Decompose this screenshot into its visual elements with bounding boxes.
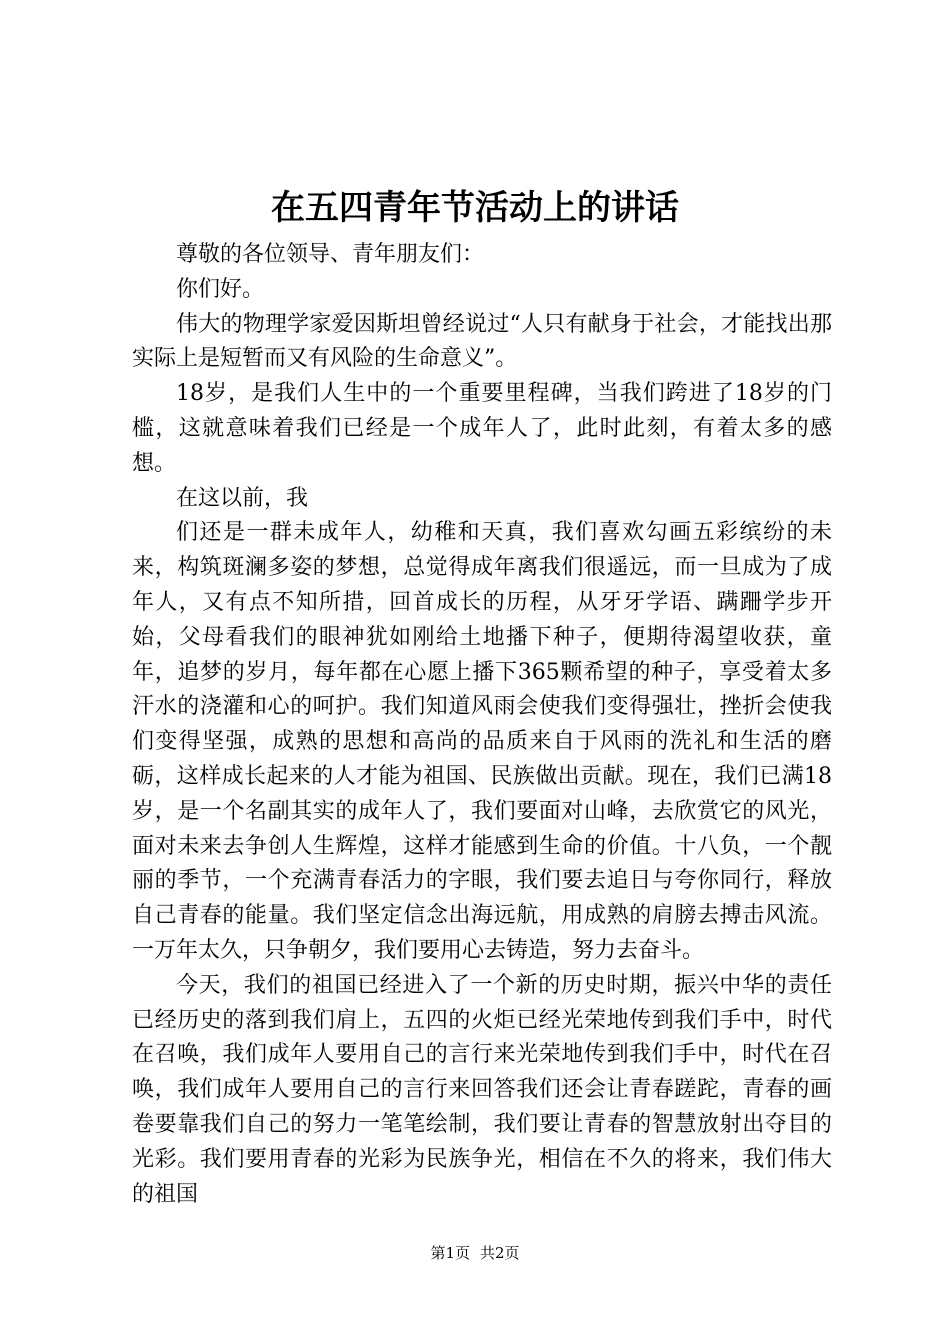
page-number: 第1页 [430,1244,470,1262]
document-title: 在五四青年节活动上的讲话 [271,188,679,228]
greeting: 你们好。 [176,276,265,302]
paragraph-quote: 伟大的物理学家爱因斯坦曾经说过“人只有献身于社会，才能找出那实际上是短暂而又有风险的生命意义”。 [132,311,832,372]
page-total: 共2页 [480,1244,520,1262]
salutation: 尊敬的各位领导、青年朋友们： [176,242,485,267]
paragraph-today: 今天，我们的祖国已经进入了一个新的历史时期，振兴中华的责任已经历史的落到我们肩上，五四的火炬已经光荣地传到我们手中，时代在召唤，我们成年人要用自己的言行来光荣地传到我们手中，时代在召唤，我们成年人要用自己的言行来回答我们还会让青春蹉跎，青春的画卷要靠我们自己的努力一笔笔绘制，我们要让青春的智慧放射出夺目的光彩。我们要用青春的光彩为民族争光，相信在不久的将来，我们伟大的祖国 [132,972,832,1207]
paragraph-before: 在这以前，我 [176,485,309,511]
page-footer [0,1243,950,1263]
paragraph-eighteen: 18岁，是我们人生中的一个重要里程碑，当我们跨进了18岁的门槛，这就意味着我们已经是一个成年人了，此时此刻，有着太多的感想。 [132,381,832,476]
paragraph-youth: 们还是一群未成年人，幼稚和天真，我们喜欢勾画五彩缤纷的未来，构筑斑澜多姿的梦想，总觉得成年离我们很遥远，而一旦成为了成年人，又有点不知所措，回首成长的历程，从牙牙学语、蹒跚学步开始，父母看我们的眼神犹如刚给土地播下种子，便期待渴望收获，童年，追梦的岁月，每年都在心愿上播下365颗希望的种子，享受着太多汗水的浇灌和心的呵护。我们知道风雨会使我们变得强壮，挫折会使我们变得坚强，成熟的思想和高尚的品质来自于风雨的洗礼和生活的磨砺，这样成长起来的人才能为祖国、民族做出贡献。现在，我们已满18岁，是一个名副其实的成年人了，我们要面对山峰，去欣赏它的风光，面对未来去争创人生辉煌，这样才能感到生命的价值。十八负，一个靓丽的季节，一个充满青春活力的字眼，我们要去追日与夸你同行，释放自己青春的能量。我们坚定信念出海远航，用成熟的肩膀去搏击风流。一万年太久，只争朝夕，我们要用心去铸造，努力去奋斗。 [132,520,832,963]
document-body [132,238,832,1212]
